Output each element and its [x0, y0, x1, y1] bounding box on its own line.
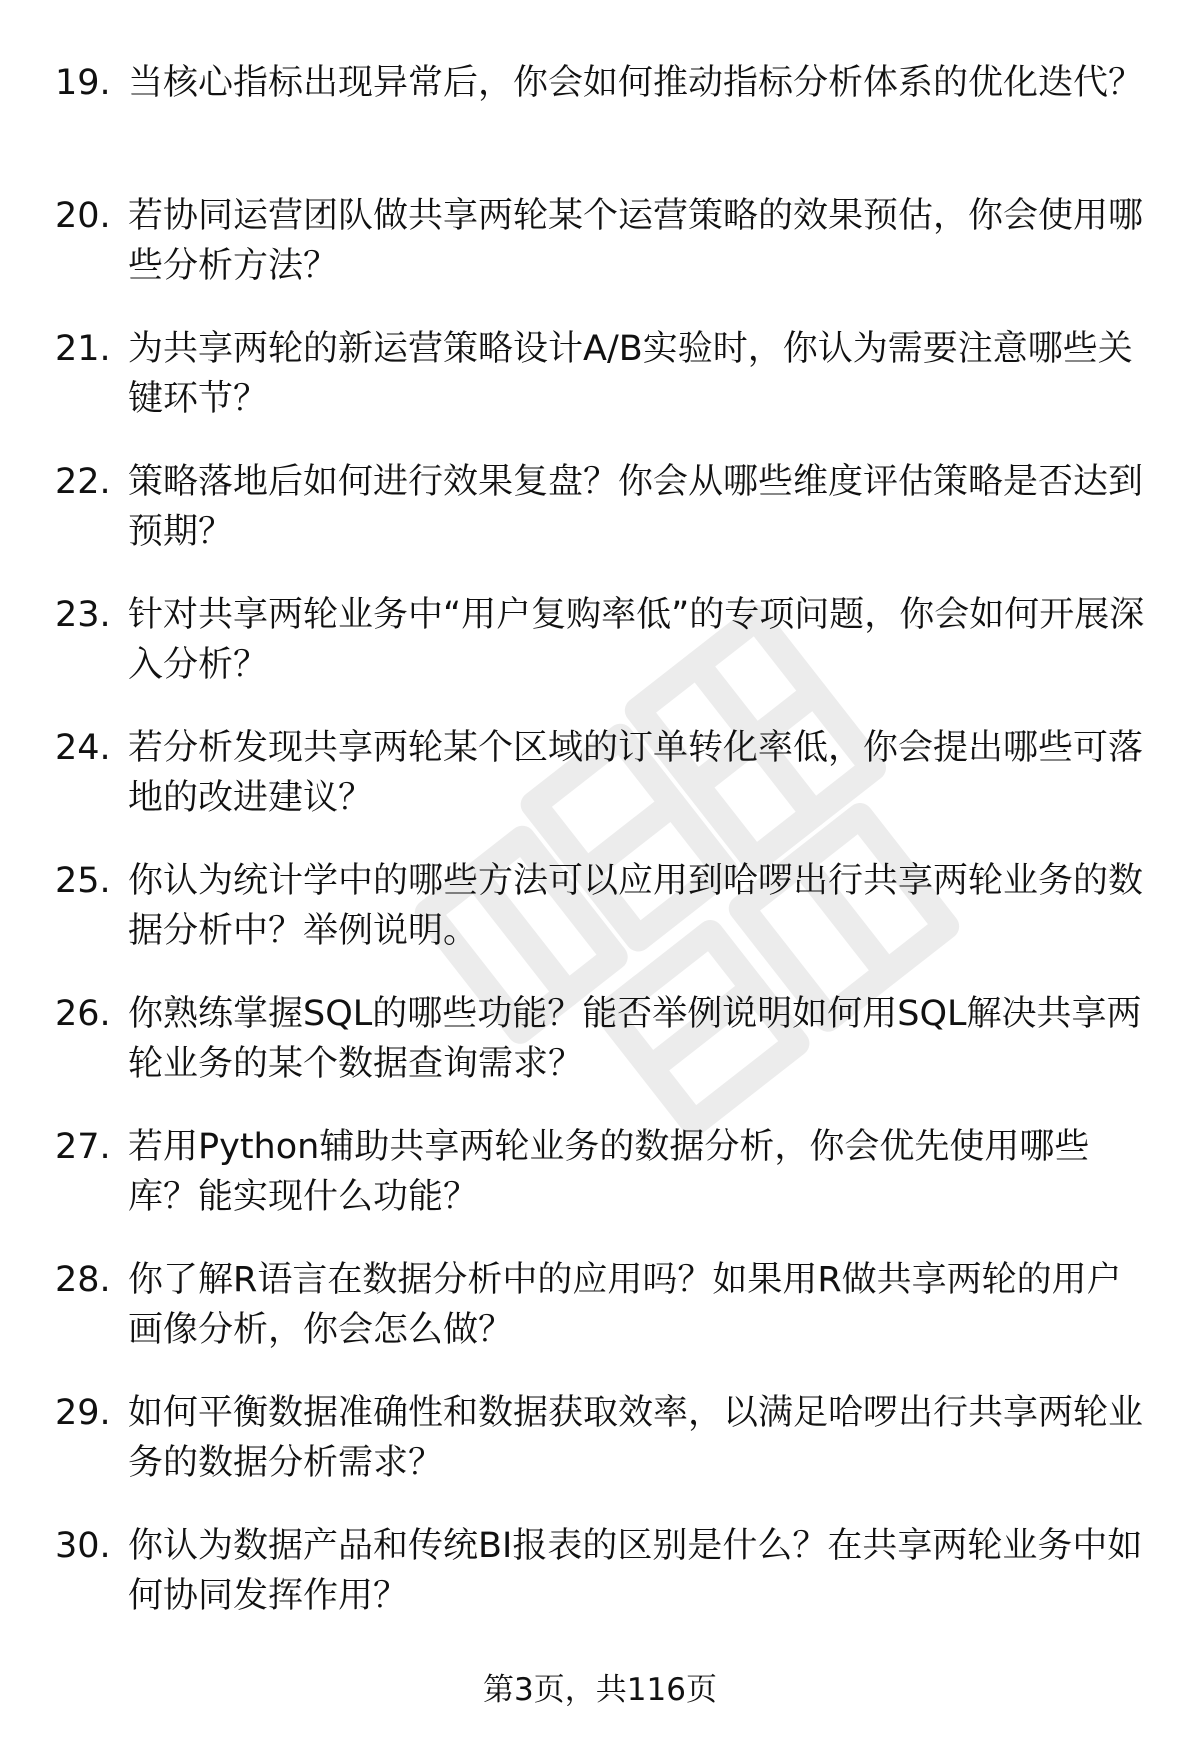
question-text: 如何平衡数据准确性和数据获取效率，以满足哈啰出行共享两轮业务的数据分析需求？ — [128, 1393, 1144, 1483]
question-number: 22. — [55, 462, 111, 502]
question-text: 你认为数据产品和传统BI报表的区别是什么？在共享两轮业务中如何协同发挥作用？ — [128, 1526, 1143, 1616]
question-item — [0, 1255, 1200, 1388]
question-item — [0, 457, 1200, 590]
page-number-footer: 第3页，共116页 — [483, 1672, 717, 1708]
question-number: 23. — [55, 595, 111, 635]
question-text: 策略落地后如何进行效果复盘？你会从哪些维度评估策略是否达到预期？ — [128, 462, 1144, 552]
question-item — [0, 1388, 1200, 1521]
question-text: 当核心指标出现异常后，你会如何推动指标分析体系的优化迭代？ — [128, 63, 1144, 103]
question-number: 24. — [55, 728, 111, 768]
question-number: 20. — [55, 196, 111, 236]
question-text: 若分析发现共享两轮某个区域的订单转化率低，你会提出哪些可落地的改进建议？ — [128, 728, 1144, 818]
question-item — [0, 590, 1200, 723]
question-text: 针对共享两轮业务中“用户复购率低”的专项问题，你会如何开展深入分析？ — [128, 595, 1145, 685]
question-item — [0, 324, 1200, 457]
question-item — [0, 58, 1200, 191]
question-text: 为共享两轮的新运营策略设计A/B实验时，你认为需要注意哪些关键环节？ — [128, 329, 1133, 419]
question-text: 你了解R语言在数据分析中的应用吗？如果用R做共享两轮的用户画像分析，你会怎么做？ — [128, 1260, 1122, 1350]
question-text: 若协同运营团队做共享两轮某个运营策略的效果预估，你会使用哪些分析方法？ — [128, 196, 1144, 286]
question-number: 30. — [55, 1526, 111, 1566]
question-number: 21. — [55, 329, 111, 369]
question-item — [0, 723, 1200, 856]
question-text: 若用Python辅助共享两轮业务的数据分析，你会优先使用哪些库？能实现什么功能？ — [128, 1127, 1090, 1217]
question-number: 19. — [55, 63, 111, 103]
question-item — [0, 989, 1200, 1122]
question-text: 你熟练掌握SQL的哪些功能？能否举例说明如何用SQL解决共享两轮业务的某个数据查询需求？ — [128, 994, 1142, 1084]
question-item — [0, 191, 1200, 324]
question-text: 你认为统计学中的哪些方法可以应用到哈啰出行共享两轮业务的数据分析中？举例说明。 — [128, 861, 1144, 951]
question-item — [0, 1122, 1200, 1255]
question-item — [0, 856, 1200, 989]
question-list — [0, 58, 1200, 1654]
question-number: 27. — [55, 1127, 111, 1167]
question-item — [0, 1521, 1200, 1654]
question-number: 26. — [55, 994, 111, 1034]
question-number: 28. — [55, 1260, 111, 1300]
question-number: 25. — [55, 861, 111, 901]
question-number: 29. — [55, 1393, 111, 1433]
